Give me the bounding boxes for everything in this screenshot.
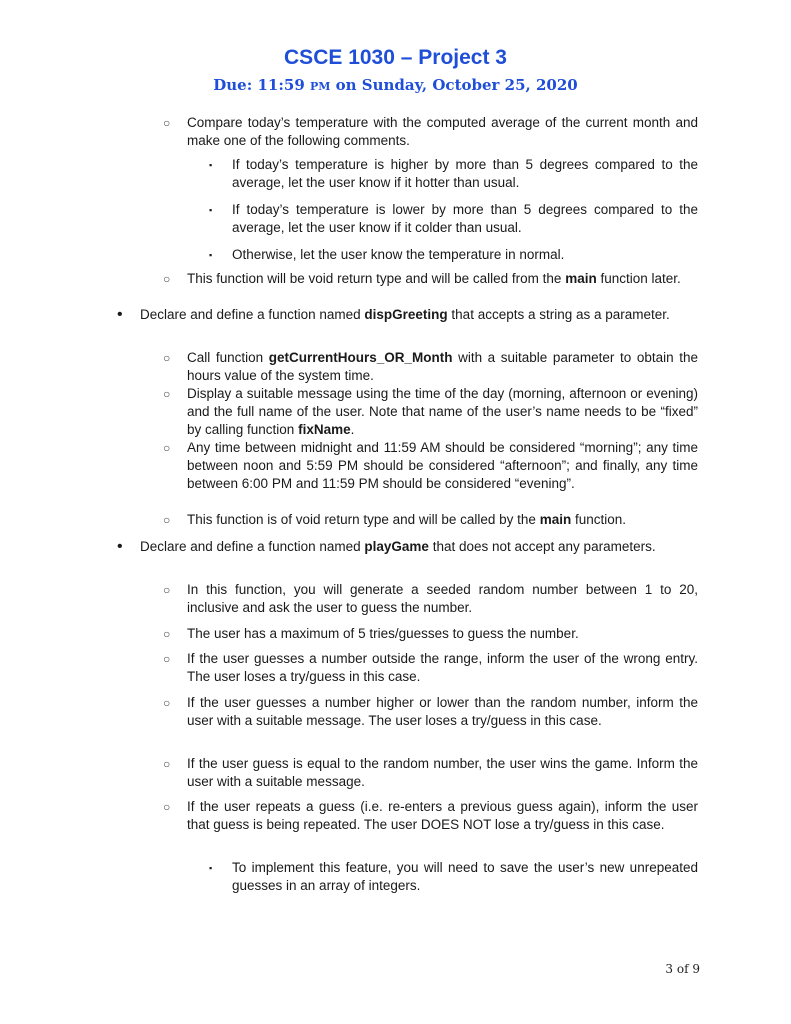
circle-bullet-icon: ○ [163,441,171,455]
paragraph-playgame: Declare and define a function named playGame that does not accept any parameters. [140,539,656,554]
square-bullet-icon: ▪ [209,863,213,873]
paragraph-compare: Compare today’s temperature with the computed average of the current month and make one of the following comments. [187,115,698,148]
circle-bullet-icon: ○ [163,696,171,710]
circle-bullet-icon: ○ [163,351,171,365]
paragraph-call-function: Call function getCurrentHours_OR_Month with a suitable parameter to obtain the hours value of the system time. [187,350,698,383]
circle-bullet-icon: ○ [163,116,171,130]
due-date: Due: 11:59 PM on Sunday, October 25, 2020 [213,76,578,94]
paragraph-random-number: In this function, you will generate a seeded random number between 1 to 20, inclusive and ask the user to guess the number. [187,582,698,615]
circle-bullet-icon: ○ [163,272,171,286]
paragraph-void-return: This function will be void return type and will be called from the main function later. [187,271,681,286]
paragraph-max-tries: The user has a maximum of 5 tries/guesses to guess the number. [187,626,579,641]
page-number: 3 of 9 [665,962,700,976]
paragraph-outside-range: If the user guesses a number outside the range, inform the user of the wrong entry. The user loses a try/guess in this case. [187,651,698,684]
paragraph-array-feature: To implement this feature, you will need to save the user’s new unrepeated guesses in an array of integers. [232,860,698,893]
circle-bullet-icon: ○ [163,387,171,401]
bullet-icon: • [117,306,123,323]
circle-bullet-icon: ○ [163,652,171,666]
circle-bullet-icon: ○ [163,513,171,527]
paragraph-repeated-guess: If the user repeats a guess (i.e. re-enters a previous guess again), inform the user that guess is being repeated. The user DOES NOT lose a try/guess in this case. [187,799,698,832]
square-bullet-icon: ▪ [209,205,213,215]
paragraph-dispgreeting: Declare and define a function named dispGreeting that accepts a string as a parameter. [140,307,670,322]
paragraph-higher: If today’s temperature is higher by more than 5 degrees compared to the average, let the user know if it hotter than usual. [232,157,698,190]
paragraph-otherwise: Otherwise, let the user know the temperature in normal. [232,247,565,262]
paragraph-display-message: Display a suitable message using the time of the day (morning, afternoon or evening) and the full name of the user. Note that name of the user’s name needs to be “fixed” by calling function fixName. [187,386,698,437]
circle-bullet-icon: ○ [163,800,171,814]
paragraph-user-wins: If the user guess is equal to the random number, the user wins the game. Inform the user with a suitable message. [187,756,698,789]
circle-bullet-icon: ○ [163,627,171,641]
paragraph-higher-lower: If the user guesses a number higher or lower than the random number, inform the user with a suitable message. The user loses a try/guess in this case. [187,695,698,728]
square-bullet-icon: ▪ [209,160,213,170]
paragraph-void-main: This function is of void return type and will be called by the main function. [187,512,626,527]
paragraph-lower: If today’s temperature is lower by more than 5 degrees compared to the average, let the user know if it colder than usual. [232,202,698,235]
circle-bullet-icon: ○ [163,583,171,597]
paragraph-time-ranges: Any time between midnight and 11:59 AM should be considered “morning”; any time between noon and 5:59 PM should be considered “afternoon”; and finally, any time between 6:00 PM and 11:59 PM should be considered “evening”. [187,440,698,491]
circle-bullet-icon: ○ [163,757,171,771]
page-title: CSCE 1030 – Project 3 [284,46,507,69]
square-bullet-icon: ▪ [209,250,213,260]
bullet-icon: • [117,538,123,555]
